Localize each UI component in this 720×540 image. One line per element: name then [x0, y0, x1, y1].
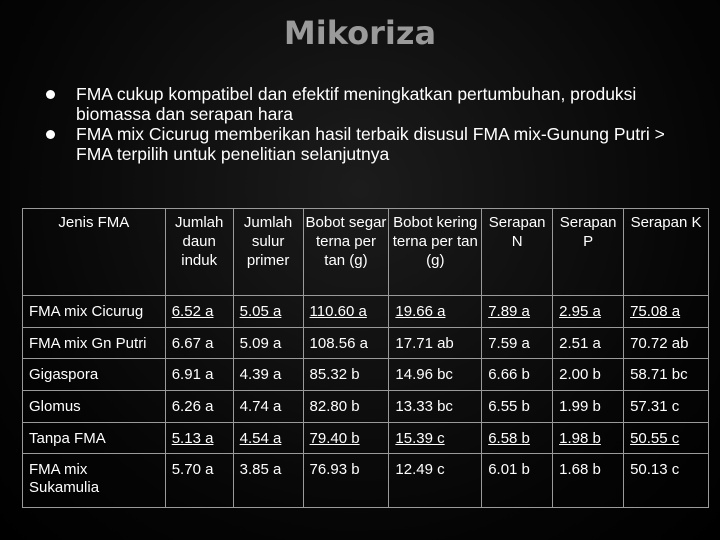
table-cell: 2.51 a: [553, 327, 624, 359]
table-row: [23, 391, 709, 423]
header-cell: Serapan P: [553, 209, 624, 296]
table-cell: 13.33 bc: [389, 391, 482, 423]
bullet-dot-icon: [46, 90, 55, 99]
table-cell: 1.68 b: [553, 454, 624, 508]
table-cell: FMA mix Cicurug: [23, 296, 166, 328]
table-cell: 5.13 a: [165, 422, 233, 454]
header-cell: Bobot segar terna per tan (g): [303, 209, 389, 296]
bullet-item: [46, 124, 686, 164]
table-cell: 6.58 b: [482, 422, 553, 454]
table-cell: Tanpa FMA: [23, 422, 166, 454]
table-cell: 14.96 bc: [389, 359, 482, 391]
bullet-item: [46, 84, 686, 124]
table-cell: 50.55 c: [624, 422, 709, 454]
bullet-list: [46, 84, 686, 164]
bullet-text: FMA mix Cicurug memberikan hasil terbaik disusul FMA mix-Gunung Putri > FMA terpilih untuk penelitian selanjutnya: [76, 124, 665, 164]
table-cell: 17.71 ab: [389, 327, 482, 359]
bullet-dot-icon: [46, 130, 55, 139]
table-cell: Glomus: [23, 391, 166, 423]
slide-title: Mikoriza: [283, 14, 437, 52]
table-cell: 4.39 a: [233, 359, 303, 391]
table-cell: 85.32 b: [303, 359, 389, 391]
table-cell: 6.67 a: [165, 327, 233, 359]
table-cell: 70.72 ab: [624, 327, 709, 359]
table-cell: 7.89 a: [482, 296, 553, 328]
table-cell: 3.85 a: [233, 454, 303, 508]
table-cell: 5.70 a: [165, 454, 233, 508]
table-cell: 75.08 a: [624, 296, 709, 328]
header-cell: Jenis FMA: [23, 209, 166, 296]
header-cell: Serapan N: [482, 209, 553, 296]
table-cell: 4.74 a: [233, 391, 303, 423]
results-table: [22, 208, 709, 508]
table-cell: 1.99 b: [553, 391, 624, 423]
table-cell: 6.66 b: [482, 359, 553, 391]
table-cell: Gigaspora: [23, 359, 166, 391]
header-cell: Bobot kering terna per tan (g): [389, 209, 482, 296]
table-row: [23, 454, 709, 508]
header-cell: Jumlah daun induk: [165, 209, 233, 296]
table-cell: 5.05 a: [233, 296, 303, 328]
table-cell: 6.55 b: [482, 391, 553, 423]
bullet-text: FMA cukup kompatibel dan efektif meningkatkan pertumbuhan, produksi biomassa dan serapan hara: [76, 84, 637, 124]
table-cell: 15.39 c: [389, 422, 482, 454]
table-cell: 110.60 a: [303, 296, 389, 328]
table-row: [23, 327, 709, 359]
table-cell: FMA mix Gn Putri: [23, 327, 166, 359]
table-row: [23, 296, 709, 328]
table-cell: 1.98 b: [553, 422, 624, 454]
header-cell: Jumlah sulur primer: [233, 209, 303, 296]
table-row: [23, 422, 709, 454]
table-cell: 6.52 a: [165, 296, 233, 328]
table-cell: 2.95 a: [553, 296, 624, 328]
table-header-row: [23, 209, 709, 296]
table-cell: FMA mix Sukamulia: [23, 454, 166, 508]
table-cell: 12.49 c: [389, 454, 482, 508]
header-cell: Serapan K: [624, 209, 709, 296]
table-cell: 57.31 c: [624, 391, 709, 423]
table-cell: 6.26 a: [165, 391, 233, 423]
table-cell: 6.91 a: [165, 359, 233, 391]
table-cell: 108.56 a: [303, 327, 389, 359]
table-row: [23, 359, 709, 391]
table-cell: 4.54 a: [233, 422, 303, 454]
table-cell: 19.66 a: [389, 296, 482, 328]
table-cell: 58.71 bc: [624, 359, 709, 391]
table-cell: 7.59 a: [482, 327, 553, 359]
table-cell: 82.80 b: [303, 391, 389, 423]
table-cell: 6.01 b: [482, 454, 553, 508]
table-cell: 76.93 b: [303, 454, 389, 508]
table-cell: 5.09 a: [233, 327, 303, 359]
table-cell: 79.40 b: [303, 422, 389, 454]
table-cell: 2.00 b: [553, 359, 624, 391]
table-cell: 50.13 c: [624, 454, 709, 508]
